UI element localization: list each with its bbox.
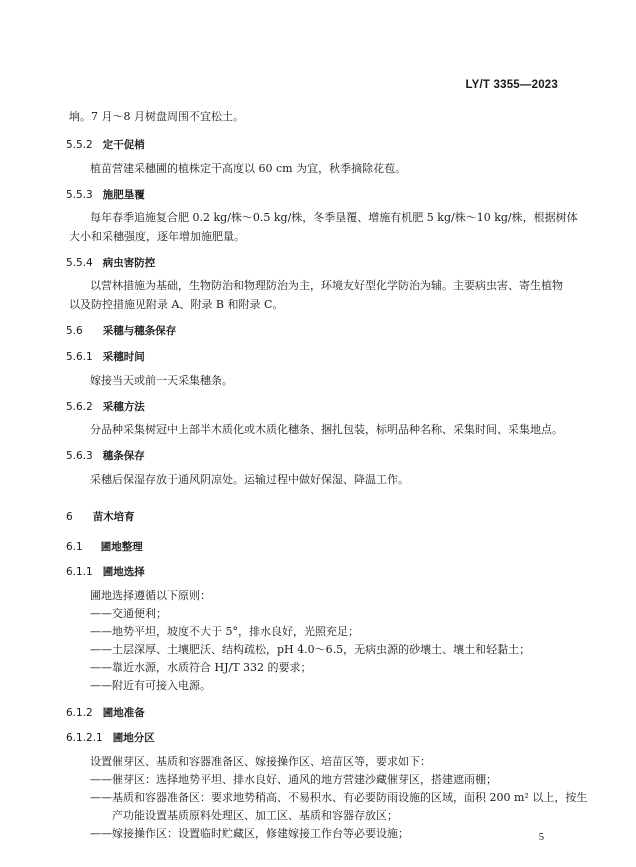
section-heading-5-6-2 <box>66 400 145 414</box>
section-heading-5-5-2 <box>66 138 145 152</box>
list-item: ——催芽区：选择地势平坦、排水良好、通风的地方营建沙藏催芽区，搭建遮雨棚； <box>90 773 497 786</box>
section-number: 5.6.3 <box>66 450 93 462</box>
list-item: ——基质和容器准备区：要求地势稍高、不易积水、有必要防雨设施的区域，面积 200 m² 以上，按生 <box>90 791 588 804</box>
section-number: 5.5.3 <box>66 189 93 201</box>
section-title: 病虫害防控 <box>102 257 156 269</box>
section-heading-5-6-1 <box>66 350 145 364</box>
section-heading-6 <box>66 510 135 524</box>
section-heading-6-1-2-1 <box>66 731 155 745</box>
standard-code: LY/T 3355—2023 <box>465 79 558 91</box>
section-title: 穗条保存 <box>102 450 145 462</box>
section-title: 定干促梢 <box>102 139 145 151</box>
list-item: ——嫁接操作区：设置临时贮藏区，修建嫁接工作台等必要设施； <box>90 827 409 840</box>
list-item-continuation: 产功能设置基质原料处理区、加工区、基质和容器存放区； <box>112 809 398 822</box>
section-number: 6.1.2 <box>66 707 93 719</box>
section-heading-5-6 <box>66 324 176 338</box>
paragraph-text: 每年春季追施复合肥 0.2 kg/株～0.5 kg/株，冬季垦覆、增施有机肥 5 kg/株～10 kg/株，根据树体 <box>90 211 578 224</box>
section-heading-5-5-4 <box>66 256 155 270</box>
list-item: ——靠近水源，水质符合 HJ/T 332 的要求； <box>90 661 312 674</box>
section-heading-6-1-1 <box>66 565 145 579</box>
paragraph-text: 以及防控措施见附录 A、附录 B 和附录 C。 <box>69 298 284 311</box>
section-title: 圃地分区 <box>112 732 155 744</box>
section-title: 圃地整理 <box>100 541 143 553</box>
section-title: 采穗时间 <box>102 351 145 363</box>
paragraph-text: 植苗营建采穗圃的植株定干高度以 60 cm 为宜，秋季摘除花苞。 <box>90 162 407 175</box>
paragraph-text: 以营林措施为基础，生物防治和物理防治为主，环境友好型化学防治为辅。主要病虫害、寄生植物 <box>90 279 563 292</box>
list-item: ——土层深厚、土壤肥沃、结构疏松，pH 4.0～6.5，无病虫源的砂壤土、壤土和轻黏土； <box>90 643 531 656</box>
paragraph-text: 设置催芽区、基质和容器准备区、嫁接操作区、培苗区等，要求如下： <box>90 755 431 768</box>
paragraph-text: 采穗后保湿存放于通风阴凉处。运输过程中做好保湿、降温工作。 <box>90 473 409 486</box>
paragraph-text: 大小和采穗强度，逐年增加施肥量。 <box>69 230 245 243</box>
section-number: 5.6.2 <box>66 401 93 413</box>
list-item: ——地势平坦，坡度不大于 5°，排水良好，光照充足； <box>90 625 359 638</box>
section-title: 施肥垦覆 <box>102 189 145 201</box>
section-heading-5-6-3 <box>66 449 145 463</box>
section-title: 圃地准备 <box>102 707 145 719</box>
section-number: 6.1.1 <box>66 566 93 578</box>
section-heading-5-5-3 <box>66 188 145 202</box>
section-title: 采穗与穗条保存 <box>102 325 177 337</box>
section-title: 苗木培育 <box>92 511 135 523</box>
paragraph-text: 垧。7 月～8 月树盘周围不宜松土。 <box>69 110 244 123</box>
paragraph-text: 圃地选择遵循以下原则： <box>90 589 211 602</box>
page-number: 5 <box>538 832 544 843</box>
section-heading-6-1-2 <box>66 706 145 720</box>
section-title: 采穗方法 <box>102 401 145 413</box>
section-number: 5.5.2 <box>66 139 93 151</box>
section-number: 5.6.1 <box>66 351 93 363</box>
section-number: 5.5.4 <box>66 257 93 269</box>
section-number: 6.1 <box>66 541 83 553</box>
section-heading-6-1 <box>66 540 143 554</box>
section-number: 6 <box>66 511 73 523</box>
list-item: ——交通便利； <box>90 607 167 620</box>
list-item: ——附近有可接入电源。 <box>90 679 211 692</box>
paragraph-text: 嫁接当天或前一天采集穗条。 <box>90 374 233 387</box>
paragraph-text: 分品种采集树冠中上部半木质化或木质化穗条、捆扎包装，标明品种名称、采集时间、采集地点。 <box>90 423 563 436</box>
section-number: 6.1.2.1 <box>66 732 103 744</box>
section-title: 圃地选择 <box>102 566 145 578</box>
section-number: 5.6 <box>66 325 83 337</box>
